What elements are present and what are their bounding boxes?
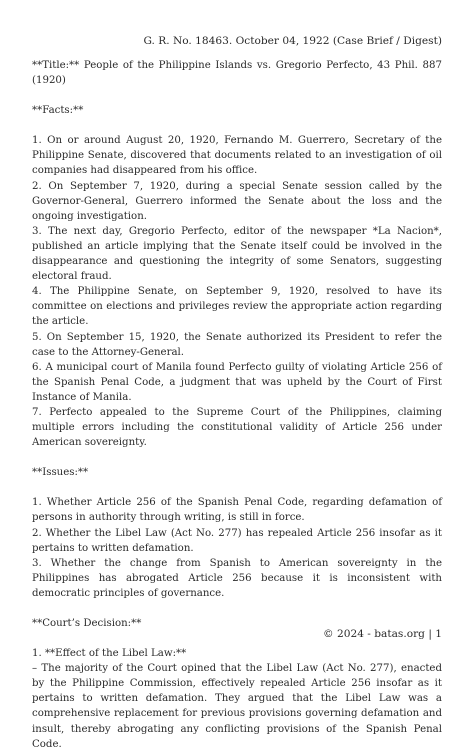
facts-heading: **Facts:** bbox=[32, 105, 84, 117]
spacer bbox=[32, 601, 442, 616]
decision-item: 1. **Effect of the Libel Law:** bbox=[32, 648, 187, 660]
fact-item: 4. The Philippine Senate, on September 9, 1920, resolved to have its committee on elections and privileges review the appropriate action regarding the article. bbox=[32, 286, 442, 328]
fact-item: 2. On September 7, 1920, during a special Senate session called by the Governor-General, Guerrero informed the Senate about the loss and the ongoing investigation. bbox=[32, 180, 442, 222]
case-citation-header: G. R. No. 18463. October 04, 1922 (Case Brief / Digest) bbox=[143, 35, 442, 47]
spacer bbox=[32, 118, 442, 133]
spacer bbox=[32, 450, 442, 465]
fact-item: 3. The next day, Gregorio Perfecto, editor of the newspaper *La Nacion*, published an article implying that the Senate itself could be involved in the disappearance and questioning the integrity of some Senators, suggesting electoral fraud. bbox=[32, 225, 442, 283]
decision-heading: **Court’s Decision:** bbox=[32, 618, 142, 629]
title-line: **Title:** People of the Philippine Islands vs. Gregorio Perfecto, 43 Phil. 887 (1920) bbox=[32, 60, 442, 87]
issue-item: 3. Whether the change from Spanish to American sovereignty in the Philippines has abrogated Article 256 because it is inconsistent with democratic principles of governance. bbox=[32, 557, 442, 599]
issue-item: 2. Whether the Libel Law (Act No. 277) has repealed Article 256 insofar as it pertains to written defamation. bbox=[32, 527, 442, 554]
issue-item: 1. Whether Article 256 of the Spanish Penal Code, regarding defamation of persons in authority through writing, is still in force. bbox=[32, 497, 442, 524]
document-body bbox=[32, 58, 442, 752]
fact-item: 1. On or around August 20, 1920, Fernando M. Guerrero, Secretary of the Philippine Senate, discovered that documents related to an investigation of oil companies had disappeared from his office. bbox=[32, 135, 442, 177]
fact-item: 6. A municipal court of Manila found Perfecto guilty of violating Article 256 of the Spanish Penal Code, a judgment that was upheld by the Court of First Instance of Manila. bbox=[32, 361, 442, 403]
page-footer: © 2024 - batas.org | 1 bbox=[323, 628, 442, 640]
spacer bbox=[32, 480, 442, 495]
decision-item: – The majority of the Court opined that the Libel Law (Act No. 277), enacted by the Philippine Commission, effectively repealed Article 256 insofar as it pertains to written defamation. They argued that the Libel Law was a comprehensive replacement for previous provisions governing defamation and insult, thereby abrogating any conflicting provisions of the Spanish Penal Code. bbox=[32, 663, 442, 750]
fact-item: 5. On September 15, 1920, the Senate authorized its President to refer the case to the Attorney-General. bbox=[32, 331, 442, 358]
issues-heading: **Issues:** bbox=[32, 467, 89, 479]
fact-item: 7. Perfecto appealed to the Supreme Court of the Philippines, claiming multiple errors including the constitutional validity of Article 256 under American sovereignty. bbox=[32, 406, 442, 449]
spacer bbox=[32, 88, 442, 103]
